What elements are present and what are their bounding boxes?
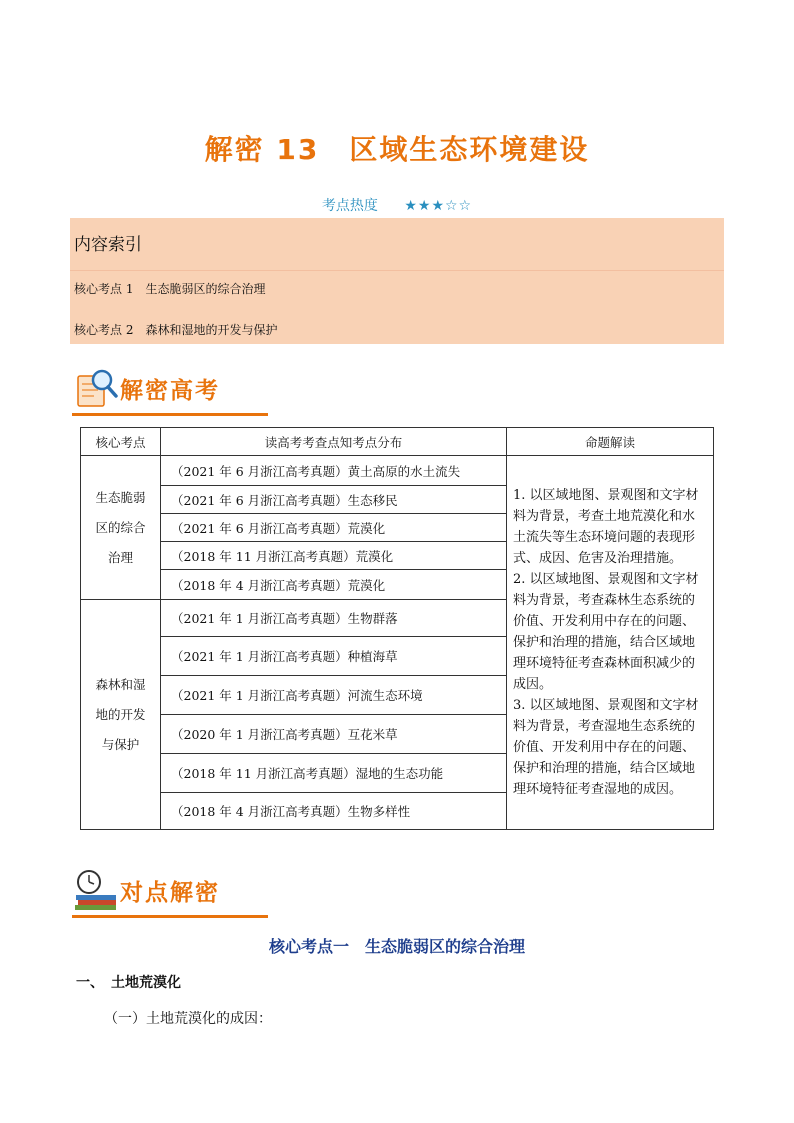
- table-row: [81, 456, 714, 486]
- category-cell: 生态脆弱区的综合治理: [81, 456, 161, 600]
- core-point-title: 核心考点一 生态脆弱区的综合治理: [268, 937, 525, 956]
- analysis-point-2: 2. 以区域地图、景观图和文字材料为背景，考查森林生态系统的价值、开发利用中存在的问题、保护和治理的措施，结合区域地理环境特征考查森林面积减少的成因。: [513, 572, 699, 692]
- heading-level-1: 一、 土地荒漠化: [76, 975, 181, 991]
- page-title: 解密 13 区域生态环境建设: [204, 133, 590, 166]
- index-item-2[interactable]: 核心考点 2 森林和湿地的开发与保护: [74, 323, 278, 337]
- exam-item: （2021 年 1 月浙江高考真题）种植海草: [161, 637, 507, 676]
- section-head-exam: [72, 366, 272, 416]
- analysis-cell: [507, 456, 714, 830]
- index-divider: [70, 270, 724, 271]
- exam-item: （2018 年 4 月浙江高考真题）生物多样性: [161, 793, 507, 830]
- section-label: 解密高考: [120, 378, 220, 404]
- table-header: 读高考考查点知考点分布: [161, 428, 507, 456]
- section-rule: [72, 413, 268, 416]
- table-header: 命题解读: [507, 428, 714, 456]
- exam-item: （2020 年 1 月浙江高考真题）互花米草: [161, 715, 507, 754]
- exam-item: （2018 年 11 月浙江高考真题）荒漠化: [161, 542, 507, 570]
- section-head-points: [72, 868, 272, 918]
- books-clock-icon: [72, 868, 118, 912]
- exam-table: [80, 427, 714, 830]
- section-rule: [72, 915, 268, 918]
- exam-item: （2018 年 4 月浙江高考真题）荒漠化: [161, 570, 507, 600]
- section-label: 对点解密: [120, 880, 220, 906]
- heat-rating: [0, 195, 794, 215]
- analysis-point-3: 3. 以区域地图、景观图和文字材料为背景，考查湿地生态系统的价值、开发利用中存在的问题、保护和治理的措施，结合区域地理环境特征考查湿地的成因。: [513, 698, 699, 797]
- table-header: 核心考点: [81, 428, 161, 456]
- analysis-point-1: 1. 以区域地图、景观图和文字材料为背景，考查土地荒漠化和水土流失等生态环境问题的表现形式、成因、危害及治理措施。: [513, 488, 699, 566]
- exam-item: （2021 年 6 月浙江高考真题）荒漠化: [161, 514, 507, 542]
- index-title: 内容索引: [74, 235, 142, 255]
- heat-label: 考点热度: [321, 198, 378, 214]
- exam-item: （2021 年 6 月浙江高考真题）生态移民: [161, 486, 507, 514]
- index-item-1[interactable]: 核心考点 1 生态脆弱区的综合治理: [74, 282, 266, 296]
- star-rating: ★★★☆☆: [404, 198, 473, 214]
- exam-item: （2021 年 6 月浙江高考真题）黄土高原的水土流失: [161, 456, 507, 486]
- exam-item: （2021 年 1 月浙江高考真题）生物群落: [161, 600, 507, 637]
- table-header-row: [81, 428, 714, 456]
- magnifier-icon: [72, 366, 118, 410]
- exam-item: （2018 年 11 月浙江高考真题）湿地的生态功能: [161, 754, 507, 793]
- content-index: [70, 218, 724, 344]
- category-cell: 森林和湿地的开发与保护: [81, 600, 161, 830]
- heading-level-2: （一）土地荒漠化的成因：: [104, 1011, 272, 1027]
- exam-item: （2021 年 1 月浙江高考真题）河流生态环境: [161, 676, 507, 715]
